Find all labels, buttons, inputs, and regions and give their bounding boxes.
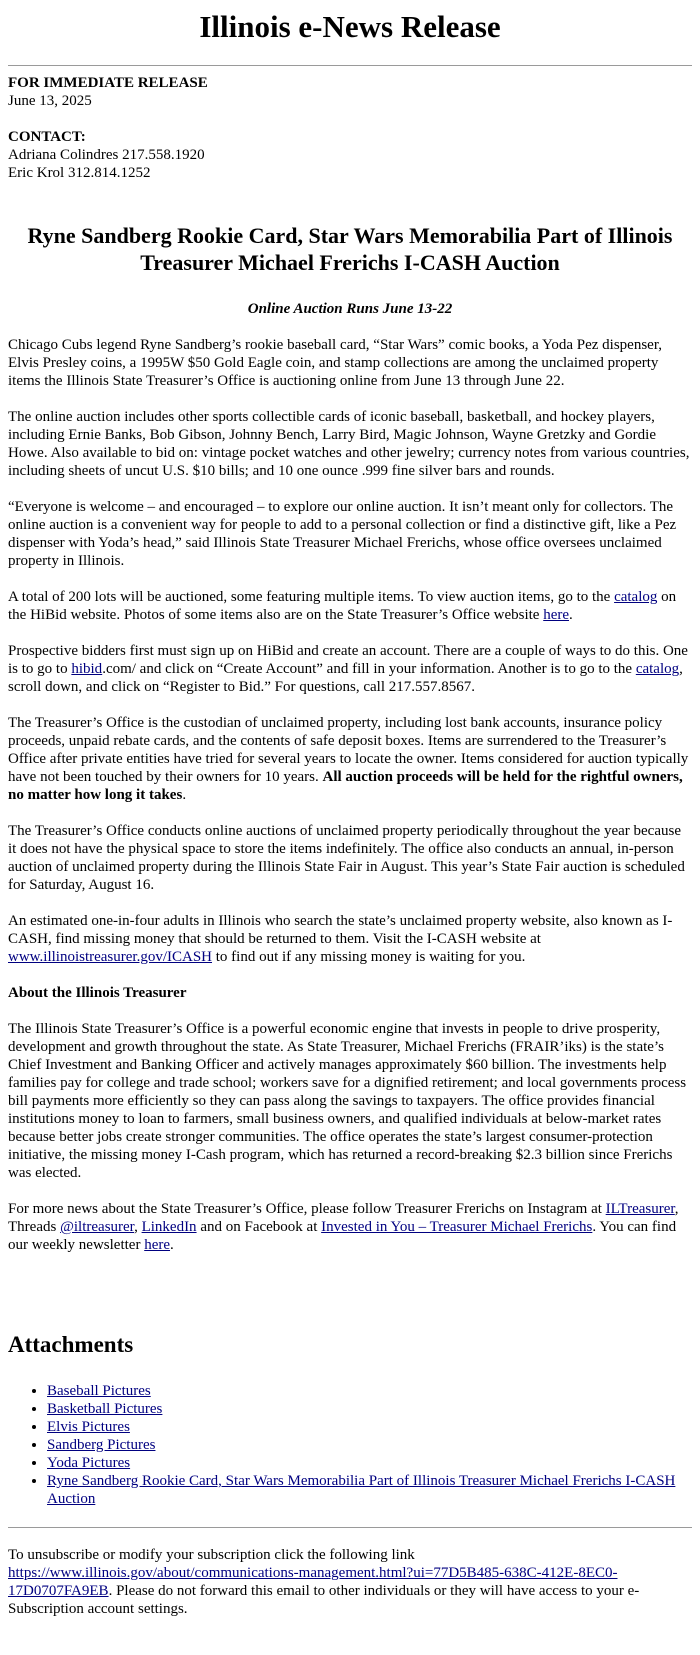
attachment-elvis-link[interactable]: Elvis Pictures bbox=[47, 1419, 130, 1435]
paragraph-5-text-3: , scroll down, and click on “Register to Bid.” For questions, call 217.557.8567. bbox=[8, 661, 683, 695]
page-title: Illinois e-News Release bbox=[199, 9, 501, 44]
attachment-yoda-link[interactable]: Yoda Pictures bbox=[47, 1455, 131, 1471]
attachment-basketball-link[interactable]: Basketball Pictures bbox=[47, 1401, 163, 1417]
icash-link[interactable]: www.illinoistreasurer.gov/ICASH bbox=[8, 949, 213, 965]
divider-bottom bbox=[8, 1527, 692, 1528]
social-text-2: , Threads bbox=[8, 1201, 679, 1235]
social-text-6: . bbox=[170, 1237, 174, 1253]
article-subhead: Online Auction Runs June 13-22 bbox=[247, 301, 453, 317]
social-text-4: and on Facebook at bbox=[196, 1219, 322, 1235]
contact-block bbox=[8, 128, 692, 182]
attachment-baseball-link[interactable]: Baseball Pictures bbox=[47, 1383, 151, 1399]
paragraph-7: The Treasurer’s Office conducts online auctions of unclaimed property periodically throughout the year because it does not have the physical space to store the items indefinitely. The office also conducts an annual, in-person auction of unclaimed property during the Illinois State Fair in August. This year’s State Fair auction is scheduled for Saturday, August 16. bbox=[8, 823, 685, 893]
paragraph-4 bbox=[8, 588, 692, 624]
attachments-list bbox=[8, 1382, 692, 1508]
list-item bbox=[47, 1472, 692, 1508]
release-date: June 13, 2025 bbox=[8, 93, 92, 109]
facebook-link[interactable]: Invested in You – Treasurer Michael Frerichs bbox=[321, 1219, 593, 1235]
paragraph-4-text-2: on the HiBid website. Photos of some items also are on the State Treasurer’s Office website bbox=[8, 589, 677, 623]
paragraph-6-text-2: . bbox=[182, 787, 187, 803]
list-item bbox=[47, 1382, 692, 1400]
social-paragraph bbox=[8, 1200, 692, 1254]
list-item bbox=[47, 1400, 692, 1418]
newsletter-link[interactable]: here bbox=[144, 1237, 171, 1253]
paragraph-6-bold: All auction proceeds will be held for the rightful owners, no matter how long it takes bbox=[8, 769, 683, 803]
hibid-link[interactable]: hibid bbox=[71, 661, 103, 677]
list-item bbox=[47, 1436, 692, 1454]
paragraph-3: “Everyone is welcome – and encouraged – to explore our online auction. It isn’t meant only for collectors. The online auction is a convenient way for people to add to a personal collection or find a distinctive gift, like a Pez dispenser with Yoda’s head,” said Illinois State Treasurer Michael Frerichs, whose office oversees unclaimed property in Illinois. bbox=[8, 499, 677, 569]
linkedin-link[interactable]: LinkedIn bbox=[141, 1219, 197, 1235]
paragraph-5 bbox=[8, 642, 692, 696]
paragraph-4-text-1: A total of 200 lots will be auctioned, some featuring multiple items. To view auction items, go to the bbox=[8, 589, 615, 605]
paragraph-2: The online auction includes other sports collectible cards of iconic baseball, basketball, and hockey players, including Ernie Banks, Bob Gibson, Johnny Bench, Larry Bird, Magic Johnson, Wayne Gretzky and Gordie Howe. Also available to bid on: vintage pocket watches and other jewelry; currency notes from various countries, including sheets of uncut U.S. $10 bills; and 10 one ounce .999 fine silver bars and rounds. bbox=[8, 409, 690, 479]
paragraph-8-text-1: An estimated one-in-four adults in Illinois who search the state’s unclaimed property website, also known as I-CASH, find missing money that should be returned to them. Visit the I-CASH website at bbox=[8, 913, 673, 947]
instagram-link[interactable]: ILTreasurer bbox=[605, 1201, 675, 1217]
attachments-heading: Attachments bbox=[8, 1332, 134, 1357]
photos-here-link[interactable]: here bbox=[543, 607, 570, 623]
list-item bbox=[47, 1418, 692, 1436]
contact-1: Adriana Colindres 217.558.1920 bbox=[8, 147, 205, 163]
paragraph-5-text-2: .com/ and click on “Create Account” and fill in your information. Another is to go to the bbox=[102, 661, 636, 677]
contact-2: Eric Krol 312.814.1252 bbox=[8, 165, 151, 181]
unsubscribe-text-1: To unsubscribe or modify your subscription click the following link bbox=[8, 1547, 415, 1563]
social-text-5: . You can find our weekly newsletter bbox=[8, 1219, 677, 1253]
contact-label: CONTACT: bbox=[8, 129, 86, 145]
attachment-release-link[interactable]: Ryne Sandberg Rookie Card, Star Wars Memorabilia Part of Illinois Treasurer Michael Frerichs I-CASH Auction bbox=[47, 1473, 676, 1507]
article-headline: Ryne Sandberg Rookie Card, Star Wars Memorabilia Part of Illinois Treasurer Michael Frerichs I-CASH Auction bbox=[27, 223, 673, 275]
paragraph-1: Chicago Cubs legend Ryne Sandberg’s rookie baseball card, “Star Wars” comic books, a Yoda Pez dispenser, Elvis Presley coins, a 1995W $50 Gold Eagle coin, and stamp collections are among the unclaimed property items the Illinois State Treasurer’s Office is auctioning online from June 13 through June 22. bbox=[8, 337, 662, 389]
paragraph-6 bbox=[8, 714, 692, 804]
unsubscribe-text-2: . Please do not forward this email to other individuals or they will have access to your e-Subscription account settings. bbox=[8, 1583, 640, 1617]
paragraph-6-text-1: The Treasurer’s Office is the custodian of unclaimed property, including lost bank accounts, insurance policy proceeds, unpaid rebate cards, and the contents of safe deposit boxes. Items are surrendered to the Treasurer’s Office after private entities have tried for several years to locate the owner. Items considered for auction typically have not been touched by their owners for 10 years. bbox=[8, 715, 689, 785]
list-item bbox=[47, 1454, 692, 1472]
paragraph-8-text-2: to find out if any missing money is waiting for you. bbox=[212, 949, 526, 965]
catalog-link[interactable]: catalog bbox=[614, 589, 658, 605]
unsubscribe-link[interactable]: https://www.illinois.gov/about/communications-management.html?ui=77D5B485-638C-412E-8EC0-17D0707FA9EB bbox=[8, 1565, 618, 1599]
unsubscribe-notice bbox=[8, 1546, 692, 1618]
social-text-1: For more news about the State Treasurer’s Office, please follow Treasurer Frerichs on Instagram at bbox=[8, 1201, 606, 1217]
social-text-3: , bbox=[134, 1219, 142, 1235]
about-paragraph: The Illinois State Treasurer’s Office is a powerful economic engine that invests in people to drive prosperity, development and growth throughout the state. As State Treasurer, Michael Frerichs (FRAIR’iks) is the state’s Chief Investment and Banking Officer and actively manages approximately $60 billion. The investments help families pay for college and trade school; workers save for a dignified retirement; and local governments process bill payments more efficiently so they can pass along the savings to taxpayers. The office provides financial institutions money to loan to farmers, small business owners, and qualified individuals at below-market rates because better jobs create stronger communities. The office operates the state’s largest consumer-protection initiative, the missing money I-Cash program, which has returned a record-breaking $2.3 billion since Frerichs was elected. bbox=[8, 1021, 687, 1181]
paragraph-8 bbox=[8, 912, 692, 966]
release-block bbox=[8, 74, 692, 110]
paragraph-4-text-3: . bbox=[569, 607, 573, 623]
attachment-sandberg-link[interactable]: Sandberg Pictures bbox=[47, 1437, 156, 1453]
about-heading: About the Illinois Treasurer bbox=[8, 985, 187, 1001]
divider-top bbox=[8, 65, 692, 66]
threads-link[interactable]: @iltreasurer bbox=[60, 1219, 135, 1235]
paragraph-5-text-1: Prospective bidders first must sign up on HiBid and create an account. There are a couple of ways to do this. One is to go to bbox=[8, 643, 688, 677]
release-label: FOR IMMEDIATE RELEASE bbox=[8, 75, 208, 91]
catalog-link-2[interactable]: catalog bbox=[635, 661, 680, 677]
